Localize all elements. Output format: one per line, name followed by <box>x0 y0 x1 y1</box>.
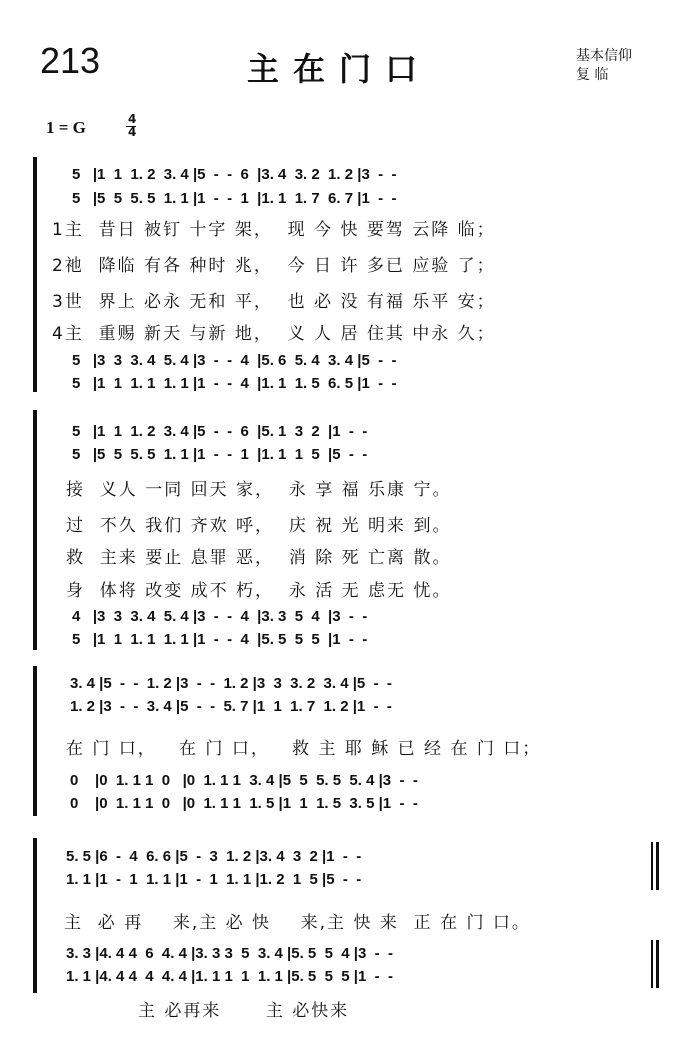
system-4-verse-1: 主 必 再 来,主 必 快 来,主 快 来 正 在 门 口。 <box>64 913 531 933</box>
system-4-echo-lyrics: 主 必再来 主 必快来 <box>138 1001 350 1021</box>
system-2-verse-1: 接 义人 一同 回天 家， 永 享 福 乐康 宁。 <box>66 480 452 500</box>
hymn-number: 213 <box>40 40 101 81</box>
final-barline-thick-lower <box>656 940 659 988</box>
system-3-bracket <box>33 666 37 816</box>
system-1-alto-row: 5 |5 5 5. 5 1. 1 |1 - - 1 |1. 1 1. 7 6. 7 |1 - - <box>72 190 397 207</box>
key-signature: 1 = G <box>46 118 86 137</box>
system-4-soprano-row: 5. 5 |6 - 4 6. 6 |5 - 3 1. 2 |3. 4 3 2 |1 - - <box>66 848 362 865</box>
system-3-soprano-row: 3. 4 |5 - - 1. 2 |3 - - 1. 2 |3 3 3. 2 3. 4 |5 - - <box>70 675 392 692</box>
system-2-verse-4: 身 体将 改变 成不 朽， 永 活 无 虑无 忧。 <box>66 581 452 601</box>
system-4-bass-row: 1. 1 |4. 4 4 4 4. 4 |1. 1 1 1 1. 1 |5. 5 5 5 |1 - - <box>66 968 393 985</box>
system-1-bracket <box>33 157 37 392</box>
time-signature-numerator: 4 <box>128 112 137 126</box>
system-1-verse-3: 3世 界上 必永 无和 平， 也 必 没 有福 乐平 安； <box>52 292 496 312</box>
time-signature-denominator: 4 <box>128 125 137 139</box>
system-1-verse-4: 4主 重赐 新天 与新 地， 义 人 居 住其 中永 久； <box>52 324 496 344</box>
system-3-bass-row: 0 |0 1. 1 1 0 |0 1. 1 1 1. 5 |1 1 1. 5 3. 5 |1 - - <box>70 795 418 812</box>
final-barline-thin-lower <box>651 940 653 988</box>
system-2-verse-2: 过 不久 我们 齐欢 呼， 庆 祝 光 明来 到。 <box>66 516 452 536</box>
system-3-verse-1: 在 门 口， 在 门 口， 救 主 耶 稣 已 经 在 门 口； <box>66 739 542 759</box>
system-2-verse-3: 救 主来 要止 息罪 恶， 消 除 死 亡离 散。 <box>66 548 452 568</box>
system-2-tenor-row: 4 |3 3 3. 4 5. 4 |3 - - 4 |3. 3 5 4 |3 - - <box>72 608 368 625</box>
system-1-soprano-row: 5 |1 1 1. 2 3. 4 |5 - - 6 |3. 4 3. 2 1. 2 |3 - - <box>72 166 397 183</box>
subcategory-label: 复 临 <box>576 67 609 83</box>
system-1-verse-1: 1主 昔日 被钉 十字 架， 现 今 快 要驾 云降 临； <box>52 220 496 240</box>
final-barline-thin <box>651 842 653 890</box>
system-4-alto-row: 1. 1 |1 - 1 1. 1 |1 - 1 1. 1 |1. 2 1 5 |5 - - <box>66 871 362 888</box>
system-4-bracket <box>33 838 37 993</box>
system-2-soprano-row: 5 |1 1 1. 2 3. 4 |5 - - 6 |5. 1 3 2 |1 - - <box>72 423 368 440</box>
system-2-bracket <box>33 410 37 650</box>
system-3-tenor-row: 0 |0 1. 1 1 0 |0 1. 1 1 3. 4 |5 5 5. 5 5. 4 |3 - - <box>70 772 418 789</box>
final-barline-thick <box>656 842 659 890</box>
system-2-alto-row: 5 |5 5 5. 5 1. 1 |1 - - 1 |1. 1 1 5 |5 - - <box>72 446 368 463</box>
system-3-alto-row: 1. 2 |3 - - 3. 4 |5 - - 5. 7 |1 1 1. 7 1. 2 |1 - - <box>70 698 392 715</box>
hymn-title: 主在门口 <box>247 50 432 88</box>
system-1-bass-row: 5 |1 1 1. 1 1. 1 |1 - - 4 |1. 1 1. 5 6. 5 |1 - - <box>72 375 397 392</box>
system-1-tenor-row: 5 |3 3 3. 4 5. 4 |3 - - 4 |5. 6 5. 4 3. 4 |5 - - <box>72 352 397 369</box>
category-label: 基本信仰 <box>576 48 632 64</box>
system-2-bass-row: 5 |1 1 1. 1 1. 1 |1 - - 4 |5. 5 5 5 |1 - - <box>72 631 368 648</box>
system-4-tenor-row: 3. 3 |4. 4 4 6 4. 4 |3. 3 3 5 3. 4 |5. 5 5 4 |3 - - <box>66 945 393 962</box>
system-1-verse-2: 2祂 降临 有各 种时 兆， 今 日 许 多已 应验 了； <box>52 256 496 276</box>
